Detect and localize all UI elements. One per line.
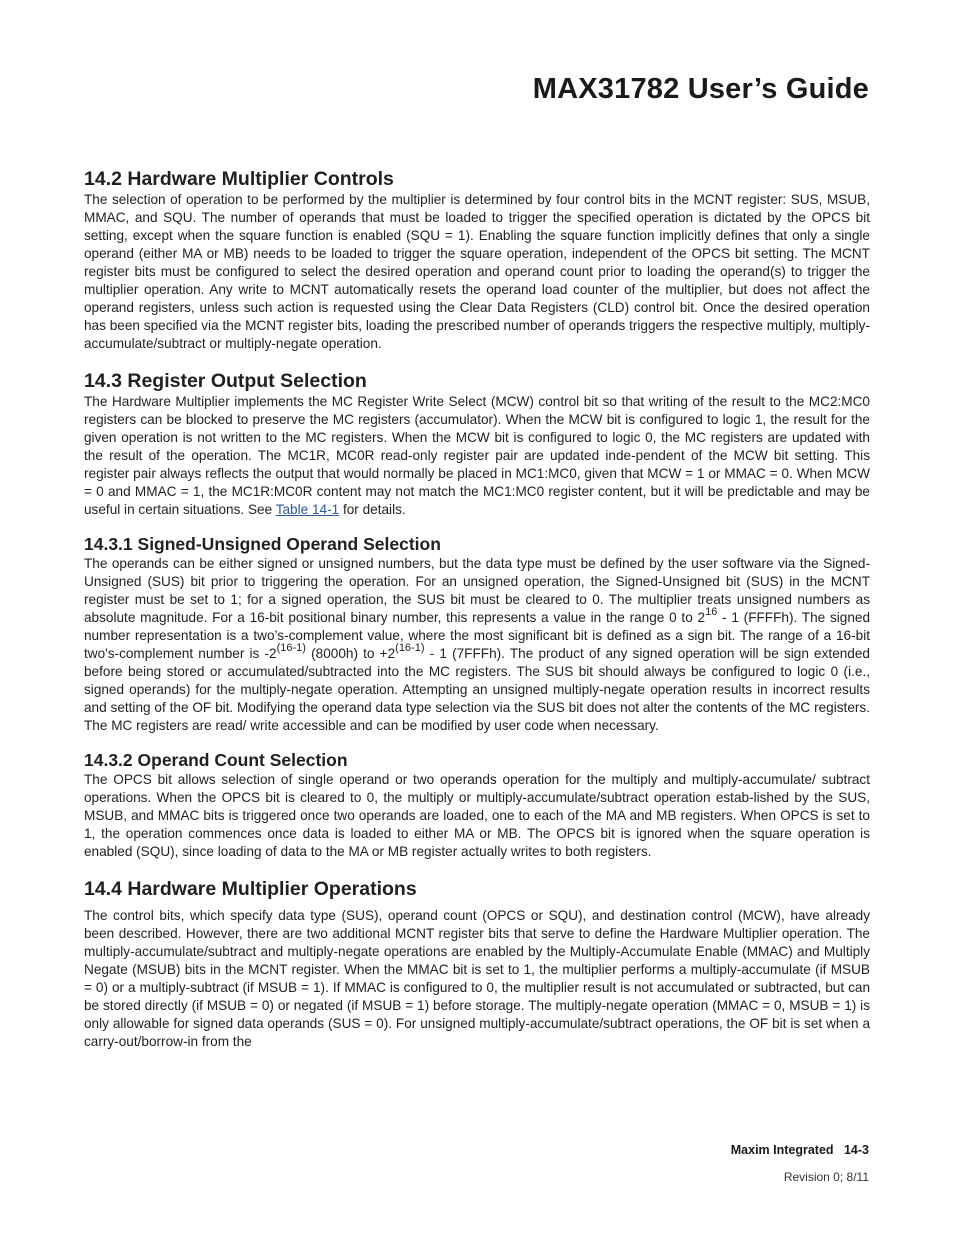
section-body-14-3-1 [84,555,870,735]
document-title: MAX31782 User’s Guide [532,73,869,105]
page-content [84,167,870,1051]
exponent-16-minus-1-b: (16-1) [395,642,425,655]
section-body-14-3-1-part-d: - 1 (7FFFh). The product of any signed operation will be sign extended before being stored or accumulated/subtracted into the MC registers. The SUS bit should always be configured to logic 0 (i.e., signed operands) for the multiply-negate operation. Attempting an unsigned multiply-negate operation results in incorrect results and setting of the OF bit. Modifying the operand data type selection via the SUS bit does not alter the contents of the MC registers. The MC registers are read/ write accessible and can be modified by user code when necessary. [84,646,870,733]
footer-brand-page-number: Maxim Integrated 14-3 [730,1143,869,1157]
section-heading-14-2: 14.2 Hardware Multiplier Controls [84,168,394,190]
section-body-14-2: The selection of operation to be performed by the multiplier is determined by four control bits in the MCNT register: SUS, MSUB, MMAC, and SQU. The number of operands that must be loaded to trigger the specified operation is dictated by the OPCS bit setting, except when the square function is enabled (SQU = 1). Enabling the square function implicitly defines that only a single operand (either MA or MB) needs to be loaded to trigger the square operation, independent of the OPCS bit setting. The MCNT register bits must be configured to select the desired operation and operand count prior to loading the operand(s) to trigger the multiplier operation. Any write to MCNT automatically resets the operand load counter of the multiplier, but does not affect the operand registers, unless such action is requested using the Clear Data Registers (CLD) control bit. Once the desired operation has been specified via the MCNT register bits, loading the prescribed number of operands triggers the respective multiply, multiply-accumulate/subtract or multiply-negate operation. [84,192,870,351]
section-body-14-4: The control bits, which specify data type (SUS), operand count (OPCS or SQU), and destination control (MCW), have already been described. However, there are two additional MCNT register bits that serve to define the Hardware Multiplier operation. The multiply-accumulate/subtract and multiply-negate operations are enabled by the Multiply-Accumulate Enable (MMAC) and Multiply Negate (MSUB) bits in the MCNT register. When the MMAC bit is set to 1, the multiplier performs a multiply-accumulate (if MSUB = 0) or a multiply-subtract (if MSUB = 1). If MMAC is configured to 0, the multiplier result is not accumulated or subtracted, but can be stored directly (if MSUB = 0) or negated (if MSUB = 1) before storage. The multiply-negate operation (MMAC = 0, MSUB = 1) is only allowable for signed data operands (SUS = 0). For unsigned multiply-accumulate/subtract operations, the OF bit is set when a carry-out/borrow-in from the [84,908,870,1049]
exponent-16-minus-1-a: (16-1) [276,642,306,655]
section-body-14-3-1-part-a: The operands can be either signed or unsigned numbers, but the data type must be defined by the user software via the Signed-Unsigned (SUS) bit prior to triggering the operation. For an unsigned operation, the Signed-Unsigned bit (SUS) in the MCNT register must be set to 1; for a signed operation, the SUS bit must be cleared to 0. The multiplier treats unsigned numbers as absolute magnitude. For a 16-bit positional binary number, this represents a value in the range 0 to 2 [84,556,870,625]
section-body-14-3-text: The Hardware Multiplier implements the MC Register Write Select (MCW) control bit so that writing of the result to the MC2:MC0 registers can be blocked to preserve the MC registers (accumulator). When the MCW bit is configured to logic 1, the result for the given operation is not written to the MC registers. When the MCW bit is configured to logic 0, the MC registers are updated with the result of the operation. The MC1R, MC0R read-only register pair are updated inde-pendent of the MCW bit setting. This register pair always reflects the output that would normally be placed in MC1:MC0, given that MCW = 1 or MMAC = 0. When MCW = 0 and MMAC = 1, the MC1R:MC0R content may not match the MC1:MC0 register content, but it will be predictable and may be useful in certain situations. See [84,394,870,517]
section-body-14-3 [84,393,870,519]
section-body-14-3-tail: for details. [339,502,406,517]
section-heading-14-3-2: 14.3.2 Operand Count Selection [84,750,348,770]
section-body-14-3-2: The OPCS bit allows selection of single operand or two operands operation for the multiply and multiply-accumulate/ subtract operations. When the OPCS bit is cleared to 0, the multiply or multiply-accumulate/subtract operation estab-lished by the SUS, MSUB, and MMAC bits is triggered once two operands are loaded, one to each of the MA and MB registers. When OPCS is set to 1, the operation commences once data is loaded to either MA or MB. The OPCS bit is ignored when the square operation is enabled (SQU), since loading of data to the MA or MB register actually writes to both registers. [84,772,870,859]
section-heading-14-3: 14.3 Register Output Selection [84,370,367,392]
section-heading-14-3-1: 14.3.1 Signed-Unsigned Operand Selection [84,534,441,554]
footer-revision: Revision 0; 8/11 [783,1170,869,1184]
exponent-16: 16 [705,606,718,619]
section-heading-14-4: 14.4 Hardware Multiplier Operations [84,878,417,900]
section-body-14-3-1-part-c: (8000h) to +2 [305,646,396,661]
section-body-14-3-1-part-b: - 1 (FFFFh). The signed number representation is a two’s-complement value, where the most significant bit is defined as a sign bit. The range of a 16-bit two's-complement number is -2 [84,610,871,661]
table-14-1-link[interactable]: Table 14-1 [275,502,340,517]
